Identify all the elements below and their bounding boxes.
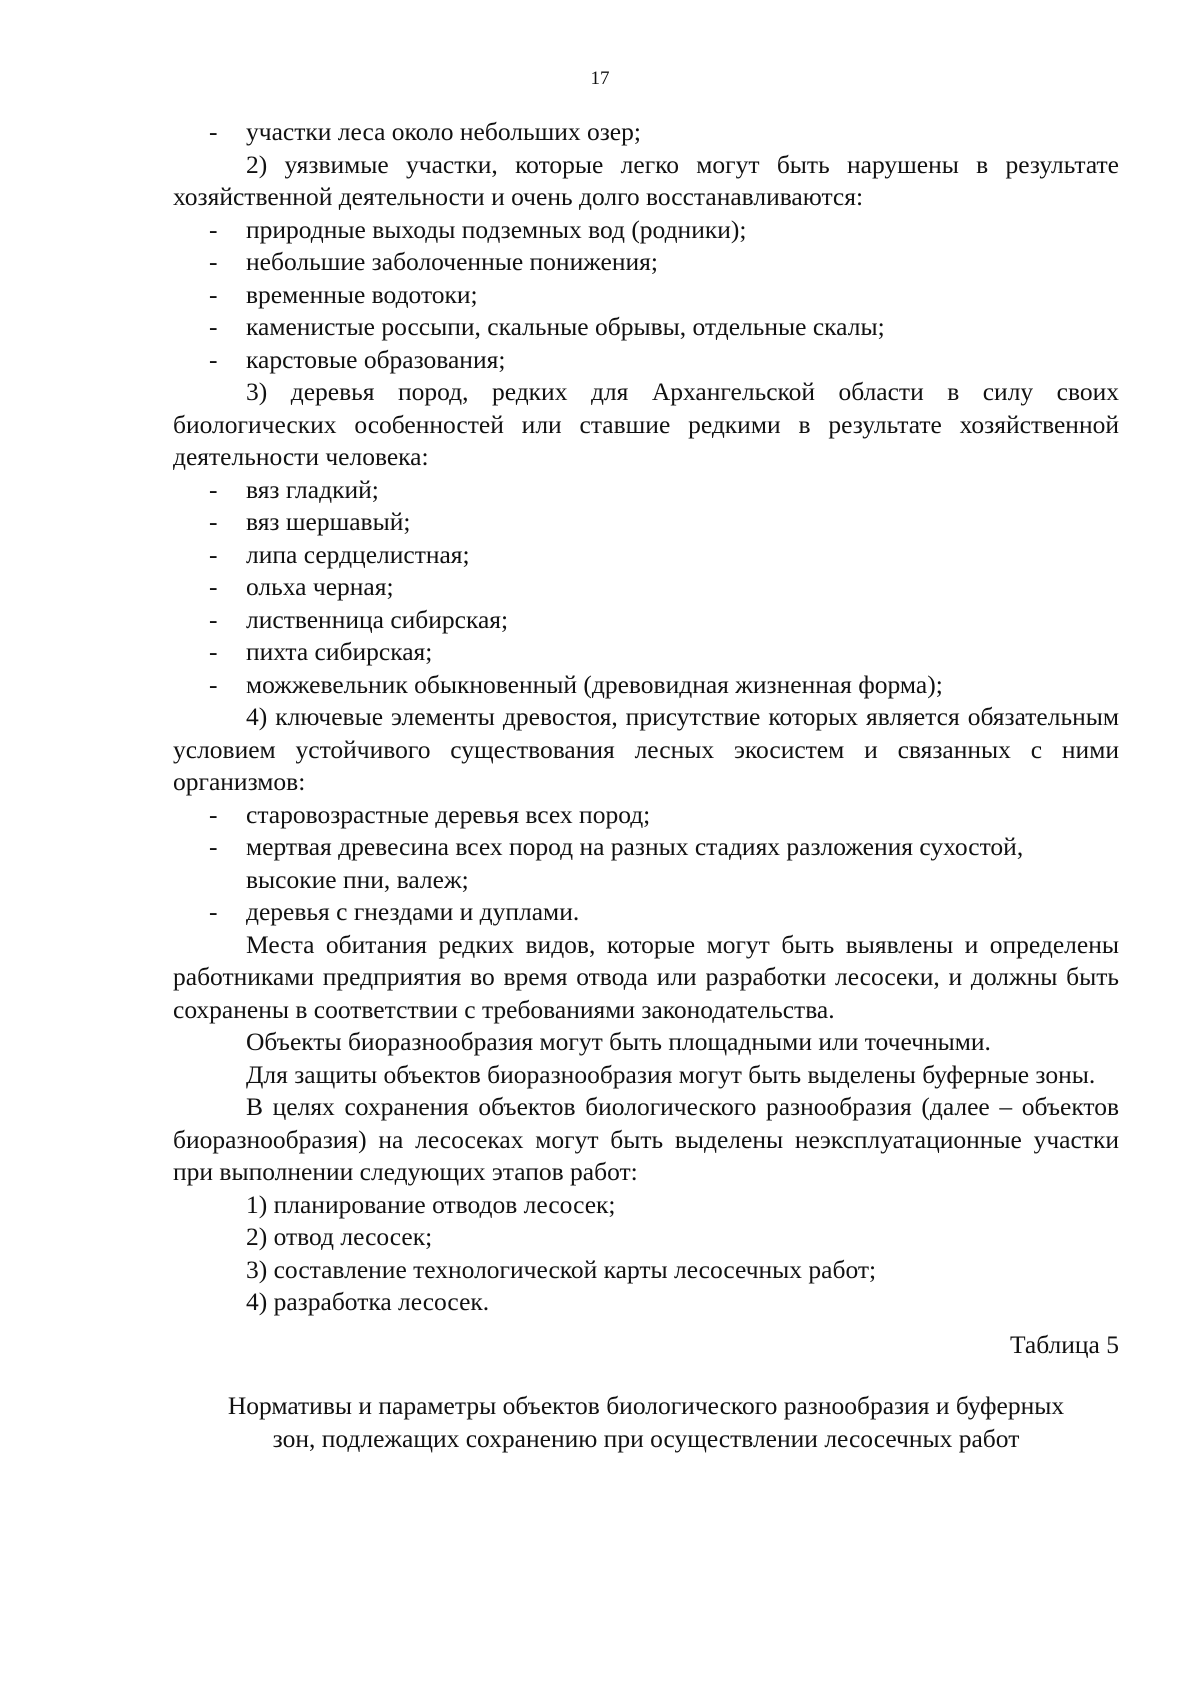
paragraph: Места обитания редких видов, которые могут быть выявлены и определены работниками предприятия во время отвода или разработки лесосеки, и должны быть сохранены в соответствии с требованиями законодательства. xyxy=(173,929,1119,1024)
list-item-text: мертвая древесина всех пород на разных стадиях разложения сухостой, высокие пни, валеж; xyxy=(246,832,1024,894)
list-item xyxy=(173,214,1119,247)
list-item-text: пихта сибирская; xyxy=(246,637,433,666)
list-item-text: можжевельник обыкновенный (древовидная жизненная форма); xyxy=(246,669,943,699)
list-item-text: вяз гладкий; xyxy=(246,474,379,504)
list-dash: - xyxy=(209,604,218,634)
paragraph: В целях сохранения объектов биологического разнообразия (далее – объектов биоразнообразия) на лесосеках могут быть выделены неэксплуатационные участки при выполнении следующих этапов работ: xyxy=(173,1092,1119,1186)
list-item-text: небольшие заболоченные понижения; xyxy=(246,247,658,276)
list-dash: - xyxy=(209,279,218,309)
list-item xyxy=(173,311,1119,344)
list-dash: - xyxy=(209,507,218,536)
paragraph: Объекты биоразнообразия могут быть площадными или точечными. xyxy=(246,1027,991,1056)
list-dash: - xyxy=(209,897,218,926)
list-item-text: каменистые россыпи, скальные обрывы, отдельные скалы; xyxy=(246,312,885,341)
table-caption: Таблица 5 xyxy=(1009,1329,1119,1359)
list-item-text: временные водотоки; xyxy=(246,279,478,309)
list-dash: - xyxy=(209,799,218,829)
table-title-line: зон, подлежащих сохранению при осуществлении лесосечных работ xyxy=(272,1424,1020,1453)
list-item xyxy=(173,474,1119,507)
numbered-item: 3) составление технологической карты лесосечных работ; xyxy=(246,1254,877,1284)
list-item-text: ольха черная; xyxy=(246,572,394,601)
list-dash: - xyxy=(209,117,218,146)
list-item-text: лиственница сибирская; xyxy=(246,604,509,634)
list-item xyxy=(173,116,1119,149)
list-item-text: деревья с гнездами и дуплами. xyxy=(246,897,580,926)
list-item xyxy=(173,636,1119,669)
page-number: 17 xyxy=(590,68,610,89)
list-item-text: вяз шершавый; xyxy=(246,507,411,536)
paragraph: 4) ключевые элементы древостоя, присутствие которых является обязательным условием устойчивого существования лесных экосистем и связанных с ними организмов: xyxy=(173,702,1119,796)
list-dash: - xyxy=(209,247,218,276)
list-item xyxy=(173,246,1119,279)
list-item xyxy=(173,344,1119,377)
list-dash: - xyxy=(209,344,218,374)
list-item-text: карстовые образования; xyxy=(246,344,506,374)
numbered-item: 2) отвод лесосек; xyxy=(246,1222,433,1251)
list-dash: - xyxy=(209,539,218,569)
list-item-text: липа сердцелистная; xyxy=(246,539,470,569)
list-dash: - xyxy=(209,214,218,244)
document-body xyxy=(173,116,1119,1455)
list-item xyxy=(173,831,1119,896)
table-title xyxy=(173,1389,1119,1455)
list-dash: - xyxy=(209,312,218,341)
table-title-line: Нормативы и параметры объектов биологического разнообразия и буферных xyxy=(227,1391,1065,1420)
list-dash: - xyxy=(209,669,218,699)
list-dash: - xyxy=(209,474,218,504)
list-item xyxy=(173,896,1119,929)
numbered-item: 4) разработка лесосек. xyxy=(246,1287,490,1316)
paragraph: 2) уязвимые участки, которые легко могут быть нарушены в результате хозяйственной деятельности и очень долго восстанавливаются: xyxy=(173,149,1119,211)
list-item xyxy=(173,279,1119,312)
list-item xyxy=(173,539,1119,572)
list-dash: - xyxy=(209,572,218,601)
list-item-text: участки леса около небольших озер; xyxy=(246,117,641,146)
list-dash: - xyxy=(209,637,218,666)
list-item-text: природные выходы подземных вод (родники); xyxy=(246,214,747,244)
list-item xyxy=(173,799,1119,832)
list-item xyxy=(173,506,1119,539)
paragraph: Для защиты объектов биоразнообразия могут быть выделены буферные зоны. xyxy=(246,1059,1096,1089)
list-item-text: старовозрастные деревья всех пород; xyxy=(246,799,651,829)
list-item xyxy=(173,571,1119,604)
list-item xyxy=(173,669,1119,702)
numbered-item: 1) планирование отводов лесосек; xyxy=(246,1189,616,1219)
paragraph: 3) деревья пород, редких для Архангельской области в силу своих биологических особенностей или ставшие редкими в результате хозяйственной деятельности человека: xyxy=(173,377,1119,471)
list-dash: - xyxy=(209,832,218,861)
list-item xyxy=(173,604,1119,637)
